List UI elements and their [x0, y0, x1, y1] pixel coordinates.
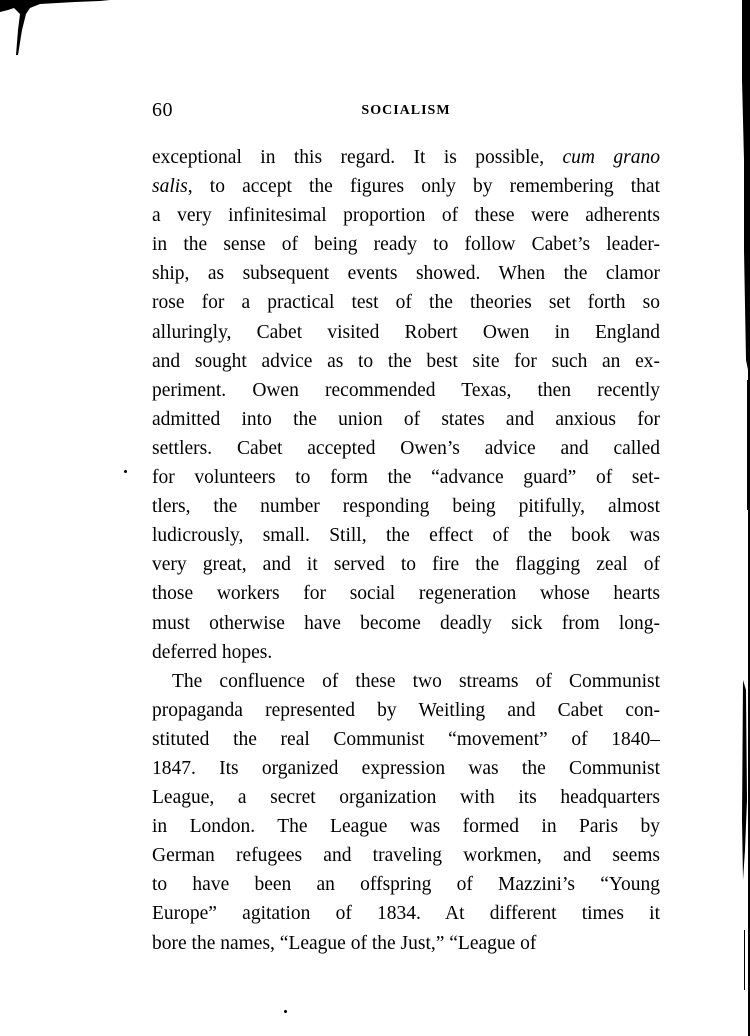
stray-dot	[124, 470, 127, 473]
text-line: for volunteers to form the “advance guard” of set-	[152, 467, 660, 489]
text-line: alluringly, Cabet visited Robert Owen in England	[152, 321, 660, 343]
text-line: must otherwise have become deadly sick from long-	[152, 612, 660, 634]
text-line: very great, and it served to fire the flagging zeal of	[152, 554, 660, 576]
text-line: ludicrously, small. Still, the effect of the book was	[152, 525, 660, 547]
text-line: and sought advice as to the best site for such an ex-	[152, 350, 660, 372]
scan-ink-mark	[0, 0, 110, 60]
text-line: tlers, the number responding being pitifully, almost	[152, 496, 660, 518]
text-line: in the sense of being ready to follow Cabet’s leader-	[152, 234, 660, 256]
text-line: in London. The League was formed in Paris by	[152, 816, 660, 838]
text-line: stituted the real Communist “movement” of 1840–	[152, 728, 660, 750]
page-gutter-shadow	[736, 0, 750, 1036]
text-line: salis, to accept the figures only by remembering that	[152, 176, 660, 198]
text-line: settlers. Cabet accepted Owen’s advice and called	[152, 437, 660, 459]
text-line: exceptional in this regard. It is possible, cum grano	[152, 147, 660, 168]
text-line: Europe” agitation of 1834. At different times it	[152, 903, 660, 925]
text-line: 1847. Its organized expression was the Communist	[152, 757, 660, 779]
stray-dot	[284, 1010, 287, 1013]
text-line: German refugees and traveling workmen, and seems	[152, 845, 660, 867]
text-line: propaganda represented by Weitling and Cabet con-	[152, 699, 660, 721]
italic-phrase: cum grano	[562, 147, 660, 168]
paragraph	[152, 143, 660, 667]
text-line: to have been an offspring of Mazzini’s “Young	[152, 874, 660, 896]
text-line: League, a secret organization with its headquarters	[152, 787, 660, 809]
text-line: deferred hopes.	[152, 641, 273, 663]
running-title: SOCIALISM	[361, 103, 451, 118]
body-text	[152, 143, 660, 958]
text-line: those workers for social regeneration whose hearts	[152, 583, 660, 605]
text-line: periment. Owen recommended Texas, then recently	[152, 379, 660, 401]
text-line: bore the names, “League of the Just,” “League of	[152, 932, 537, 954]
paragraph	[152, 667, 660, 958]
page-number: 60	[152, 99, 173, 121]
running-head	[152, 99, 660, 123]
text-line: rose for a practical test of the theories set forth so	[152, 292, 660, 314]
italic-phrase: salis	[152, 176, 188, 198]
text-line: a very infinitesimal proportion of these were adherents	[152, 205, 660, 227]
text-line: ship, as subsequent events showed. When the clamor	[152, 263, 660, 285]
text-line: The confluence of these two streams of Communist	[172, 670, 660, 692]
text-line: admitted into the union of states and anxious for	[152, 408, 660, 430]
